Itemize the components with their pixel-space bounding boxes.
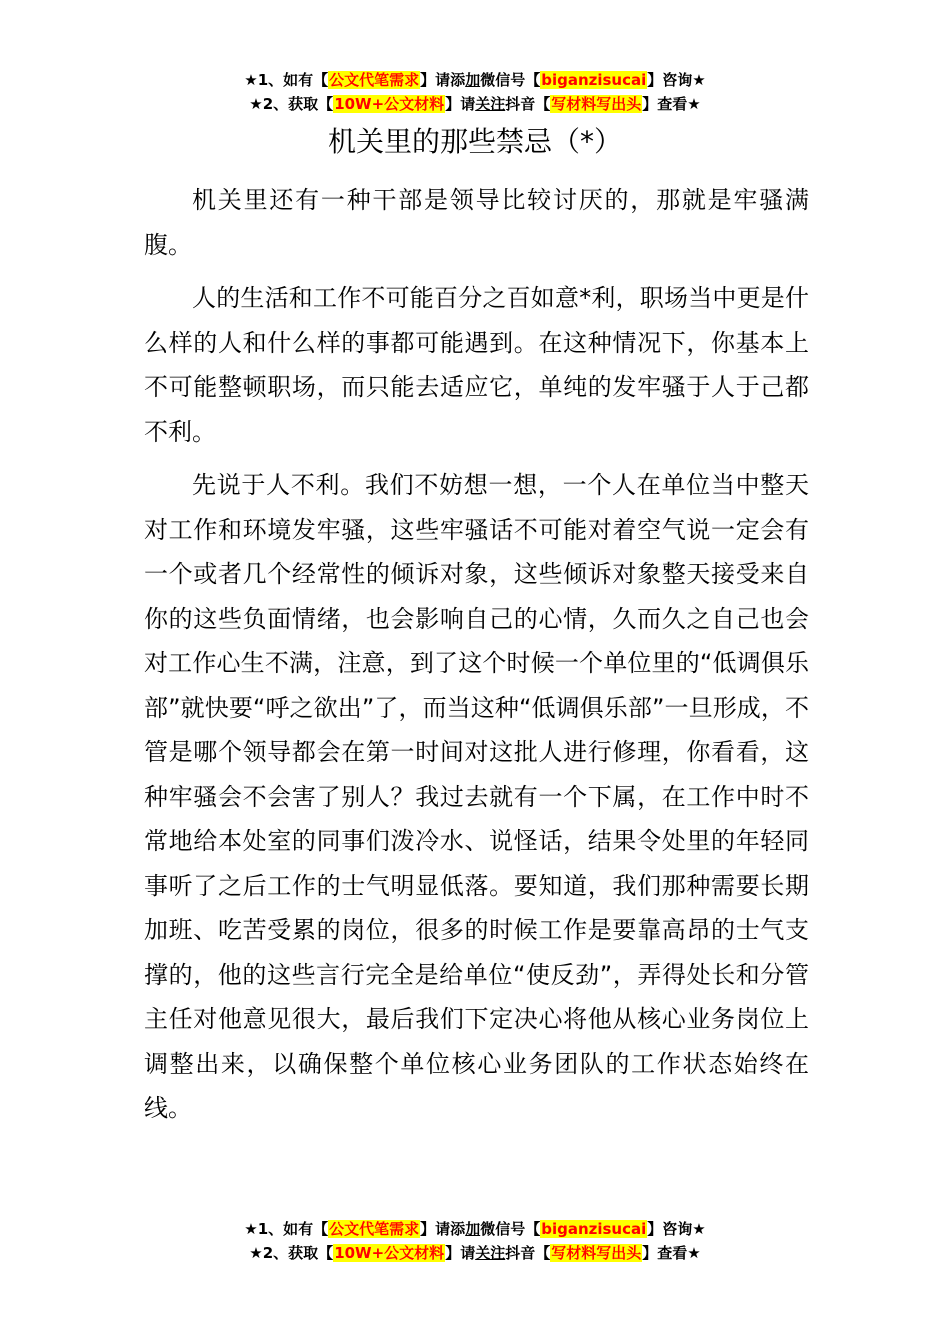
banner-text: 】请 [445, 95, 476, 113]
paragraph: 人的生活和工作不可能百分之百如意*利，职场当中更是什么样的人和什么样的事都可能遇到。在这种情况下，你基本上不可能整顿职场，而只能去适应它，单纯的发牢骚于人于己都不利。 [144, 284, 809, 446]
document-body [144, 178, 809, 1140]
highlight-materials: 10W+公文材料 [334, 95, 445, 113]
banner-text: 】请 [445, 1244, 476, 1262]
highlight-wechat-id: biganzisucai [541, 71, 647, 89]
highlight-service: 公文代笔需求 [329, 1220, 420, 1238]
banner-text: ★2、获取【 [249, 1244, 334, 1262]
document-title: 机关里的那些禁忌（*） [327, 125, 622, 158]
footer-banner-line-2 [0, 1241, 950, 1265]
banner-text: ★1、如有【 [244, 1220, 329, 1238]
paragraph: 先说于人不利。我们不妨想一想，一个人在单位当中整天对工作和环境发牢骚，这些牢骚话不可能对着空气说一定会有一个或者几个经常性的倾诉对象，这些倾诉对象整天接受来自你的这些负面情绪，也会影响自己的心情，久而久之自己也会对工作心生不满，注意，到了这个时候一个单位里的“低调俱乐部”就快要“呼之欲出”了，而当这种“低调俱乐部”一旦形成，不管是哪个领导都会在第一时间对这批人进行修理，你看看，这种牢骚会不会害了别人？我过去就有一个下属，在工作中时不常地给本处室的同事们泼冷水、说怪话，结果令处里的年轻同事听了之后工作的士气明显低落。要知道，我们那种需要长期加班、吃苦受累的岗位，很多的时候工作是要靠高昂的士气支撑的，他的这些言行完全是给单位“使反劲”，弄得处长和分管主任对他意见很大，最后我们下定决心将他从核心业务岗位上调整出来，以确保整个单位核心业务团队的工作状态始终在线。 [144, 471, 809, 1122]
footer-banner-line-1 [0, 1217, 950, 1241]
header-banner [0, 68, 950, 116]
paragraph: 机关里还有一种干部是领导比较讨厌的，那就是牢骚满腹。 [144, 186, 809, 259]
highlight-wechat-id: biganzisucai [541, 1220, 647, 1238]
banner-text: 】查看★ [642, 95, 701, 113]
highlight-douyin-account: 写材料写出头 [551, 95, 642, 113]
banner-text: 微信号【 [480, 71, 541, 89]
banner-text: 】请添 [420, 71, 466, 89]
banner-text: 】查看★ [642, 1244, 701, 1262]
header-banner-line-1 [0, 68, 950, 92]
banner-underlined-text: 关注 [475, 95, 506, 113]
highlight-douyin-account: 写材料写出头 [551, 1244, 642, 1262]
banner-underlined-text: 加 [465, 71, 481, 89]
header-banner-line-2 [0, 92, 950, 116]
banner-text: 抖音【 [505, 1244, 551, 1262]
banner-underlined-text: 加 [465, 1220, 481, 1238]
banner-text: 】请添 [420, 1220, 466, 1238]
highlight-materials: 10W+公文材料 [334, 1244, 445, 1262]
footer-banner [0, 1217, 950, 1265]
banner-text: ★2、获取【 [249, 95, 334, 113]
banner-text: 】咨询★ [647, 71, 706, 89]
banner-underlined-text: 关注 [475, 1244, 506, 1262]
banner-text: 抖音【 [505, 95, 551, 113]
banner-text: 】咨询★ [647, 1220, 706, 1238]
banner-text: 微信号【 [480, 1220, 541, 1238]
highlight-service: 公文代笔需求 [329, 71, 420, 89]
banner-text: ★1、如有【 [244, 71, 329, 89]
